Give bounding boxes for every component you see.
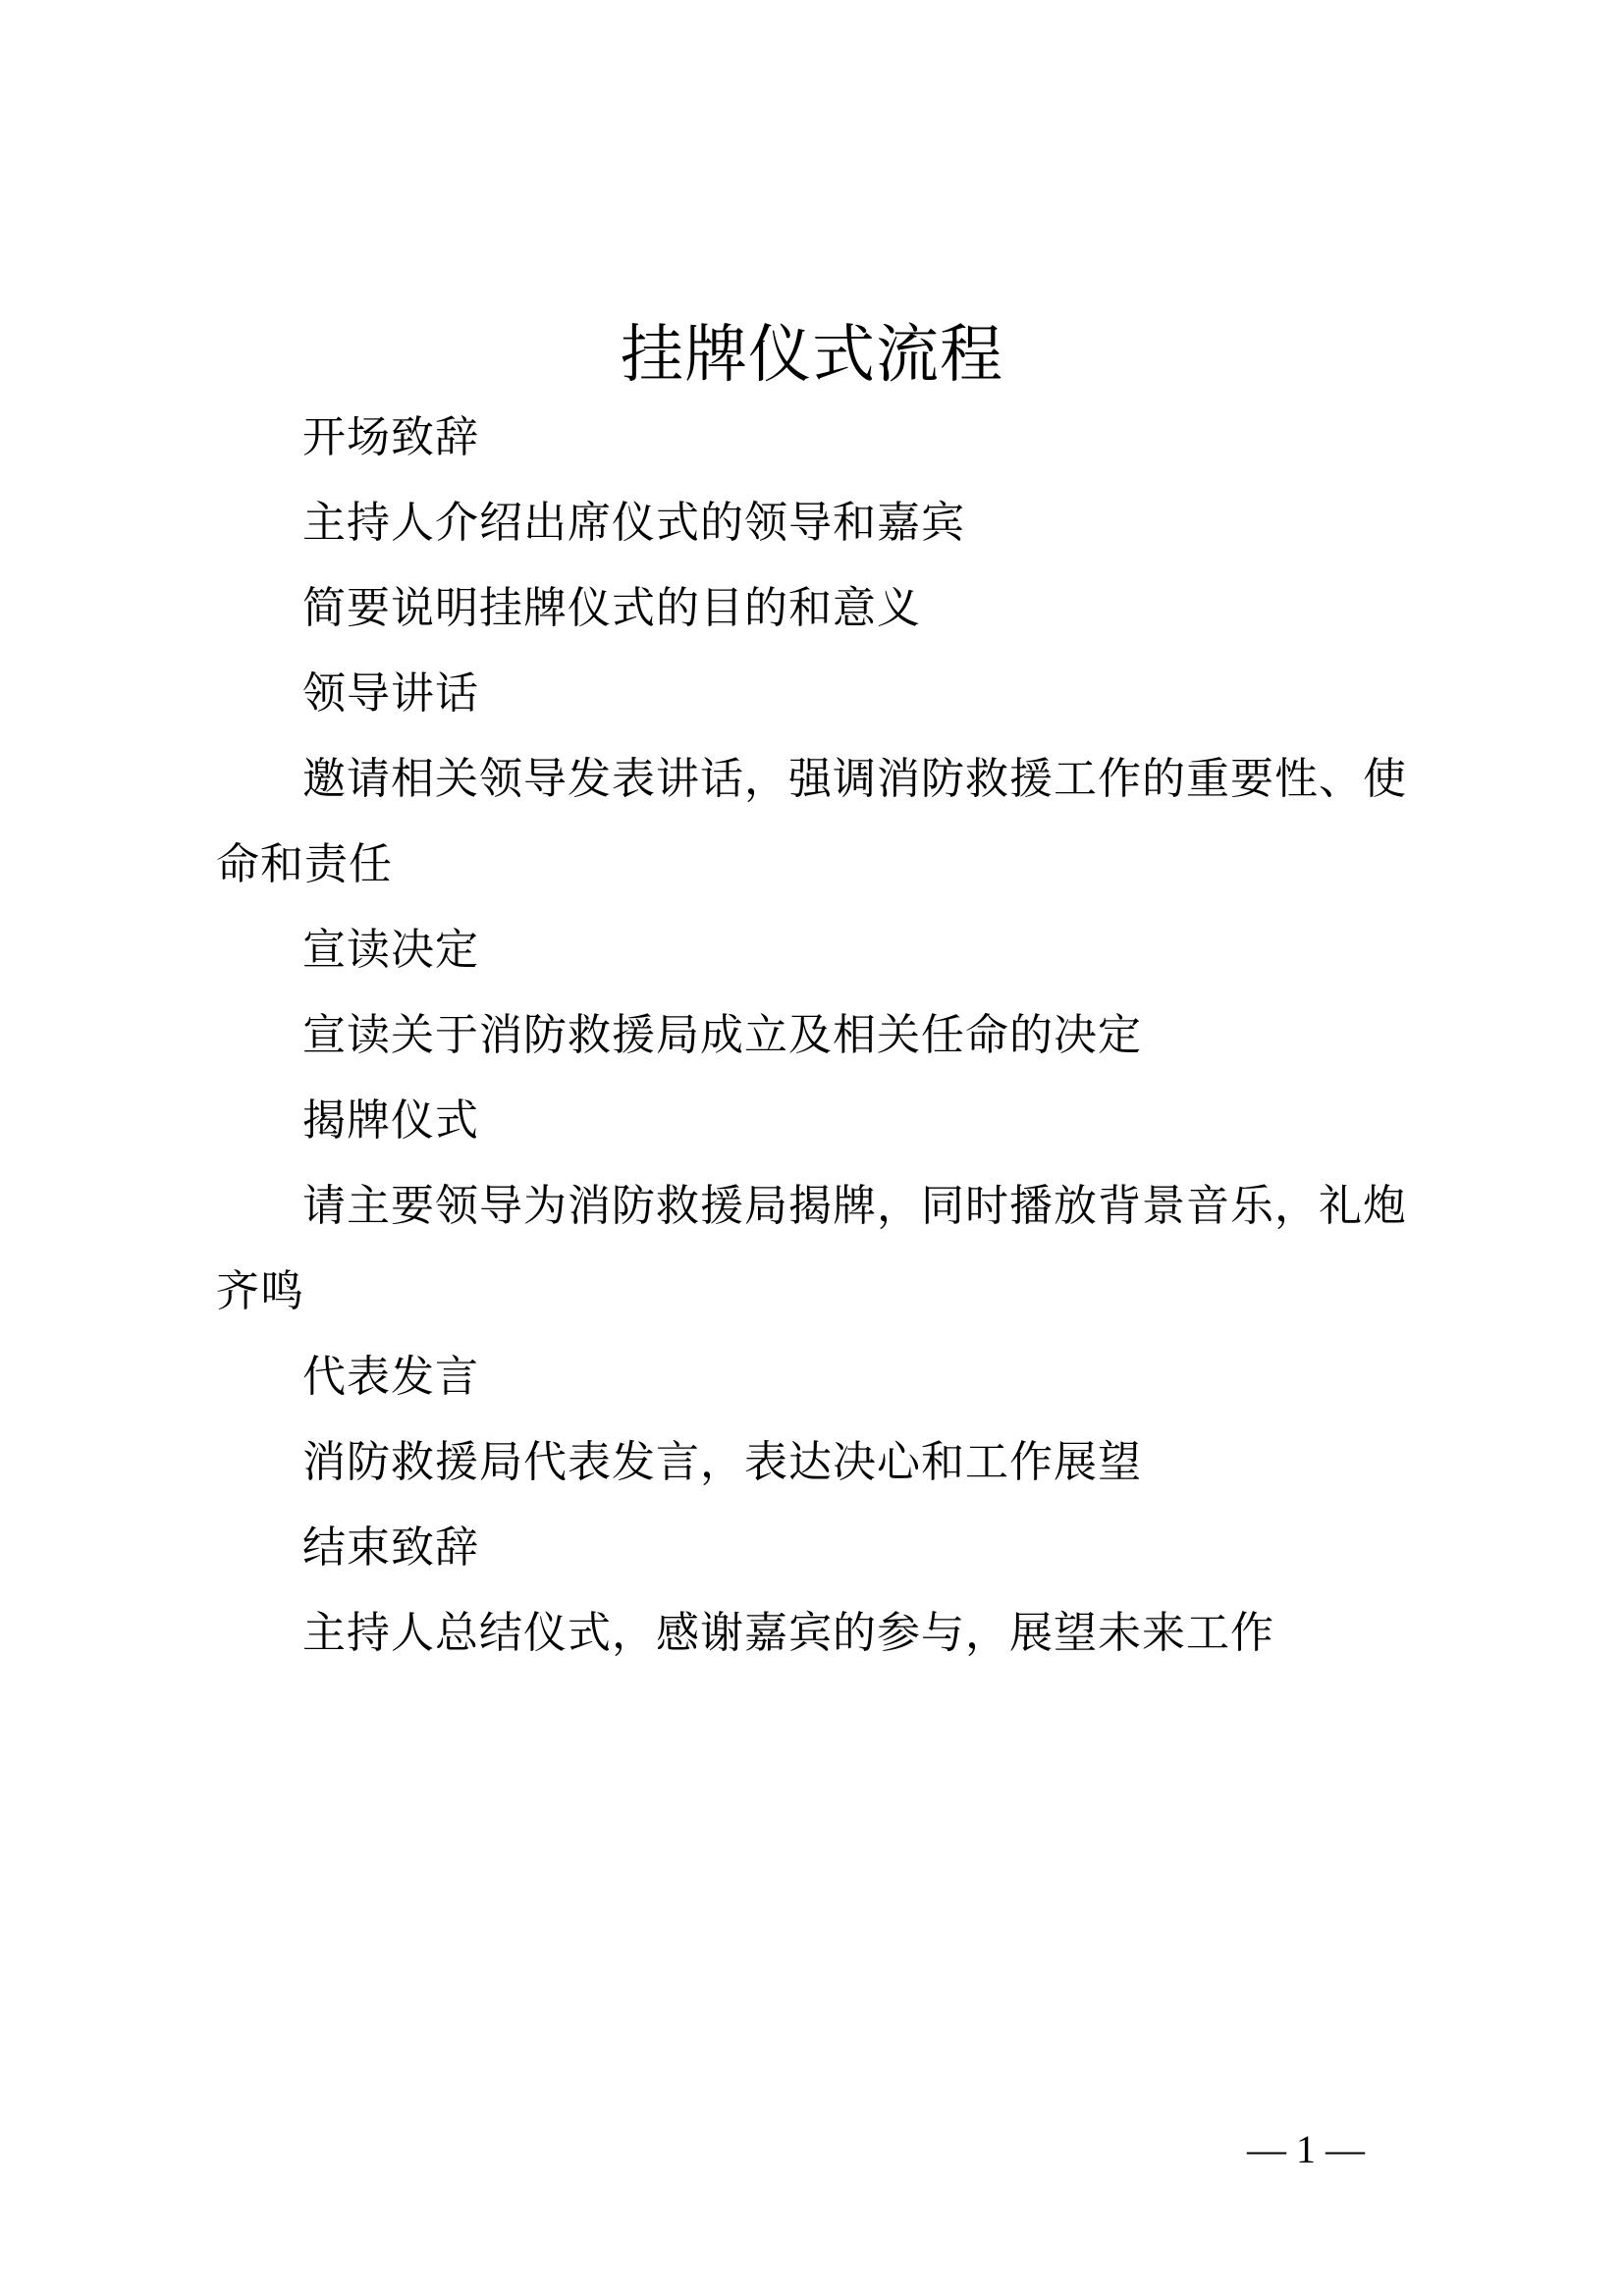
section-heading-closing: 结束致辞 [302, 1522, 479, 1573]
paragraph-unveiling: 请主要领导为消防救援局揭牌，同时播放背景音乐，礼炮齐鸣 [216, 1181, 1407, 1316]
section-heading-leader-speech: 领导讲话 [302, 668, 479, 719]
paragraph-representative-speech: 消防救援局代表发言，表达决心和工作展望 [302, 1437, 1142, 1487]
section-heading-opening: 开场致辞 [302, 412, 479, 462]
section-heading-representative-speech: 代表发言 [302, 1352, 479, 1402]
document-title: 挂牌仪式流程 [621, 319, 1003, 392]
section-heading-read-decision: 宣读决定 [302, 925, 479, 975]
section-heading-unveiling: 揭牌仪式 [302, 1095, 479, 1146]
paragraph-leader-speech: 邀请相关领导发表讲话，强调消防救援工作的重要性、使命和责任 [216, 754, 1407, 889]
paragraph-read-decision: 宣读关于消防救援局成立及相关任命的决定 [302, 1010, 1142, 1060]
paragraph-introduce-guests: 主持人介绍出席仪式的领导和嘉宾 [302, 498, 965, 548]
paragraph-closing: 主持人总结仪式，感谢嘉宾的参与，展望未来工作 [302, 1608, 1274, 1658]
paragraph-purpose: 简要说明挂牌仪式的目的和意义 [302, 583, 921, 633]
page-number: — 1 — [1247, 2127, 1365, 2171]
document-body [216, 395, 1434, 1676]
